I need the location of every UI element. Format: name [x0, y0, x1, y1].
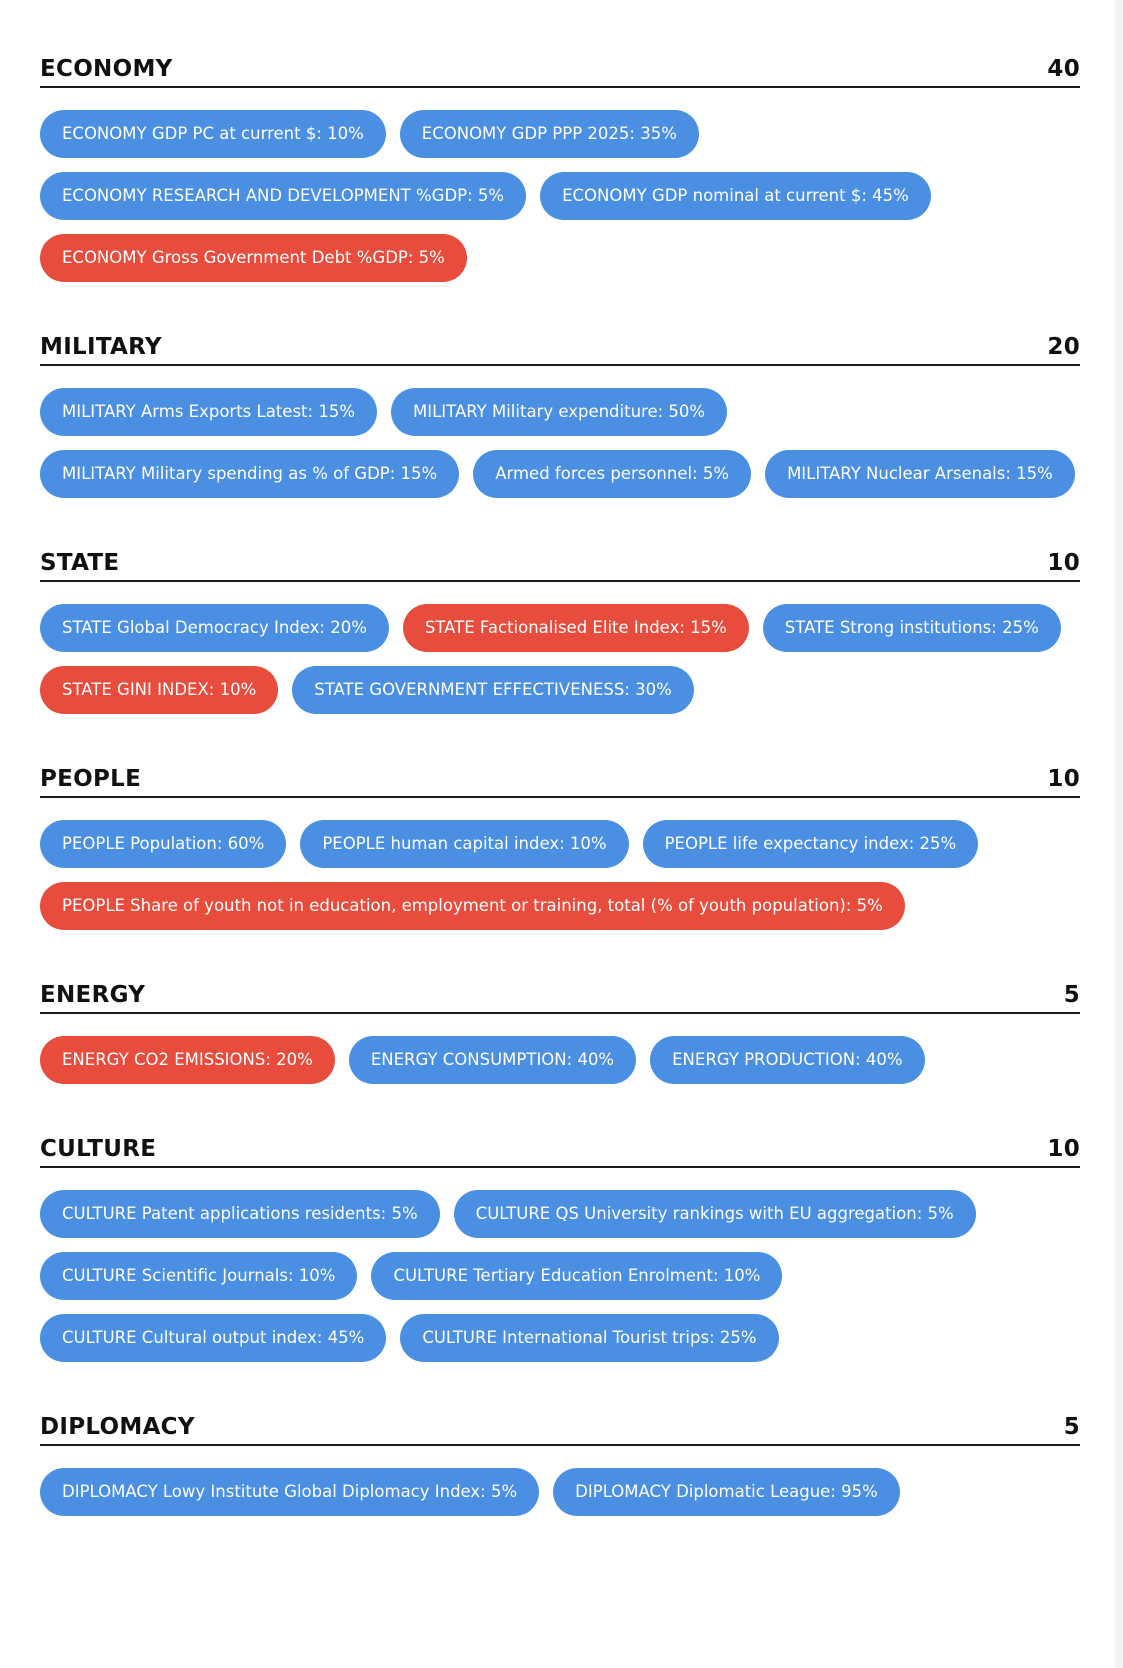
- category-military: [40, 322, 1080, 498]
- indicator-pill-positive[interactable]: MILITARY Military spending as % of GDP: 15%: [40, 450, 459, 498]
- category-title: MILITARY: [40, 334, 162, 360]
- indicator-pill-positive[interactable]: CULTURE Tertiary Education Enrolment: 10%: [371, 1252, 782, 1300]
- indicator-pill-list: [40, 1190, 1080, 1362]
- indicator-pill-negative[interactable]: PEOPLE Share of youth not in education, employment or training, total (% of youth population): 5%: [40, 882, 905, 930]
- category-title: CULTURE: [40, 1136, 157, 1162]
- indicator-pill-list: [40, 1468, 1080, 1516]
- category-header: [40, 322, 1080, 366]
- indicator-pill-list: [40, 820, 1080, 930]
- indicator-pill-positive[interactable]: ECONOMY RESEARCH AND DEVELOPMENT %GDP: 5%: [40, 172, 526, 220]
- indicator-pill-list: [40, 110, 1080, 282]
- scrollbar-track[interactable]: [1115, 0, 1123, 1668]
- indicator-pill-positive[interactable]: DIPLOMACY Lowy Institute Global Diplomacy Index: 5%: [40, 1468, 539, 1516]
- indicator-pill-positive[interactable]: Armed forces personnel: 5%: [473, 450, 751, 498]
- indicator-pill-positive[interactable]: STATE Strong institutions: 25%: [763, 604, 1061, 652]
- category-score: 5: [1063, 1414, 1080, 1440]
- indicator-pill-positive[interactable]: ECONOMY GDP nominal at current $: 45%: [540, 172, 931, 220]
- indicator-pill-positive[interactable]: PEOPLE human capital index: 10%: [300, 820, 628, 868]
- category-score: 40: [1047, 56, 1080, 82]
- indicator-pill-list: [40, 388, 1080, 498]
- indicator-pill-negative[interactable]: STATE Factionalised Elite Index: 15%: [403, 604, 749, 652]
- indicator-pill-positive[interactable]: ENERGY PRODUCTION: 40%: [650, 1036, 924, 1084]
- category-diplomacy: [40, 1402, 1080, 1516]
- indicator-pill-list: [40, 1036, 1080, 1084]
- indicator-pill-list: [40, 604, 1080, 714]
- indicator-pill-positive[interactable]: ECONOMY GDP PC at current $: 10%: [40, 110, 386, 158]
- indicator-pill-negative[interactable]: STATE GINI INDEX: 10%: [40, 666, 278, 714]
- indicator-pill-positive[interactable]: ECONOMY GDP PPP 2025: 35%: [400, 110, 699, 158]
- category-score: 10: [1047, 550, 1080, 576]
- indicator-pill-positive[interactable]: PEOPLE Population: 60%: [40, 820, 286, 868]
- category-header: [40, 44, 1080, 88]
- indicator-pill-positive[interactable]: PEOPLE life expectancy index: 25%: [643, 820, 979, 868]
- category-header: [40, 970, 1080, 1014]
- category-people: [40, 754, 1080, 930]
- categories-panel: [40, 44, 1080, 1556]
- indicator-pill-positive[interactable]: CULTURE Scientific Journals: 10%: [40, 1252, 357, 1300]
- indicator-pill-positive[interactable]: MILITARY Nuclear Arsenals: 15%: [765, 450, 1075, 498]
- category-title: STATE: [40, 550, 120, 576]
- indicator-pill-positive[interactable]: MILITARY Military expenditure: 50%: [391, 388, 727, 436]
- indicator-pill-positive[interactable]: CULTURE Patent applications residents: 5%: [40, 1190, 440, 1238]
- category-score: 5: [1063, 982, 1080, 1008]
- indicator-pill-positive[interactable]: CULTURE International Tourist trips: 25%: [400, 1314, 778, 1362]
- indicator-pill-positive[interactable]: CULTURE Cultural output index: 45%: [40, 1314, 386, 1362]
- category-economy: [40, 44, 1080, 282]
- indicator-pill-positive[interactable]: CULTURE QS University rankings with EU aggregation: 5%: [454, 1190, 976, 1238]
- category-culture: [40, 1124, 1080, 1362]
- category-header: [40, 1124, 1080, 1168]
- category-title: ECONOMY: [40, 56, 173, 82]
- indicator-pill-positive[interactable]: DIPLOMACY Diplomatic League: 95%: [553, 1468, 900, 1516]
- category-score: 10: [1047, 1136, 1080, 1162]
- category-title: PEOPLE: [40, 766, 142, 792]
- indicator-pill-positive[interactable]: MILITARY Arms Exports Latest: 15%: [40, 388, 377, 436]
- category-header: [40, 754, 1080, 798]
- indicator-pill-positive[interactable]: STATE Global Democracy Index: 20%: [40, 604, 389, 652]
- category-score: 20: [1047, 334, 1080, 360]
- category-state: [40, 538, 1080, 714]
- indicator-pill-negative[interactable]: ENERGY CO2 EMISSIONS: 20%: [40, 1036, 335, 1084]
- category-header: [40, 1402, 1080, 1446]
- category-title: ENERGY: [40, 982, 146, 1008]
- indicator-pill-positive[interactable]: STATE GOVERNMENT EFFECTIVENESS: 30%: [292, 666, 694, 714]
- category-header: [40, 538, 1080, 582]
- category-title: DIPLOMACY: [40, 1414, 195, 1440]
- indicator-pill-negative[interactable]: ECONOMY Gross Government Debt %GDP: 5%: [40, 234, 467, 282]
- indicator-pill-positive[interactable]: ENERGY CONSUMPTION: 40%: [349, 1036, 636, 1084]
- category-score: 10: [1047, 766, 1080, 792]
- category-energy: [40, 970, 1080, 1084]
